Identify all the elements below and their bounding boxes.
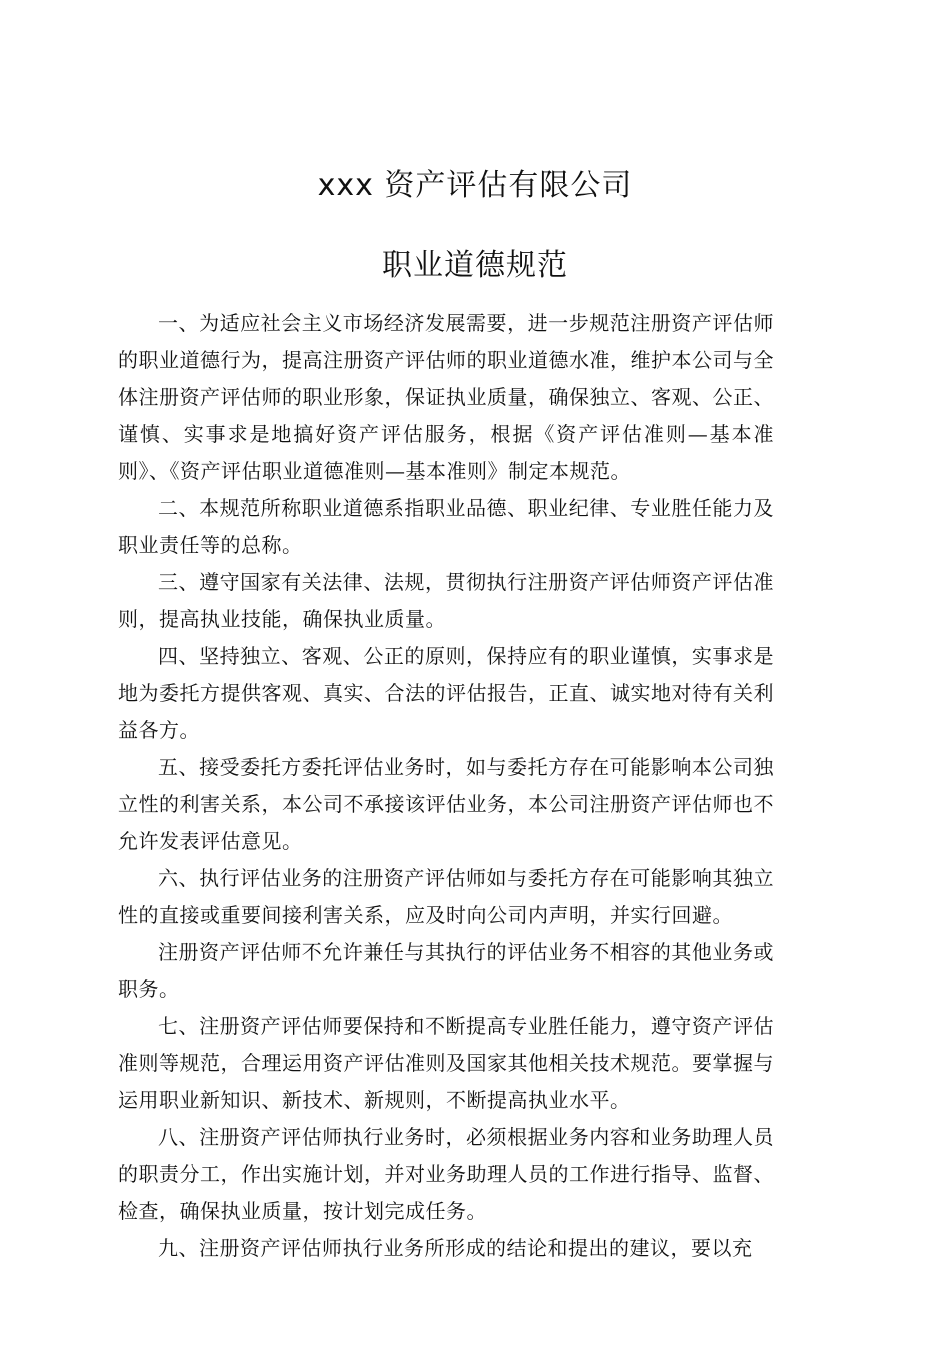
paragraph-10: 九、注册资产评估师执行业务所形成的结论和提出的建议，要以充 <box>158 1236 753 1260</box>
paragraph-2: 二、本规范所称职业道德系指职业品德、职业纪律、专业胜任能力及职业责任等的总称。 <box>118 496 774 557</box>
paragraph-7: 注册资产评估师不允许兼任与其执行的评估业务不相容的其他业务或职务。 <box>118 940 774 1001</box>
document-body <box>118 305 774 1267</box>
paragraph-3: 三、遵守国家有关法律、法规，贯彻执行注册资产评估师资产评估准则，提高执业技能，确保执业质量。 <box>118 570 774 631</box>
document-title: xxx 资产评估有限公司 <box>317 168 633 203</box>
paragraph-5: 五、接受委托方委托评估业务时，如与委托方存在可能影响本公司独立性的利害关系，本公司不承接该评估业务，本公司注册资产评估师也不允许发表评估意见。 <box>118 755 774 853</box>
paragraph-4: 四、坚持独立、客观、公正的原则，保持应有的职业谨慎，实事求是地为委托方提供客观、真实、合法的评估报告，正直、诚实地对待有关利益各方。 <box>118 644 774 742</box>
paragraph-8: 七、注册资产评估师要保持和不断提高专业胜任能力，遵守资产评估准则等规范，合理运用资产评估准则及国家其他相关技术规范。要掌握与运用职业新知识、新技术、新规则，不断提高执业水平。 <box>118 1014 774 1112</box>
document-subtitle: 职业道德规范 <box>382 248 568 283</box>
paragraph-1: 一、为适应社会主义市场经济发展需要，进一步规范注册资产评估师的职业道德行为，提高注册资产评估师的职业道德水准，维护本公司与全体注册资产评估师的职业形象，保证执业质量，确保独立、客观、公正、谨慎、实事求是地搞好资产评估服务，根据《资产评估准则—基本准则》、《资产评估职业道德准则—基本准则》制定本规范。 <box>118 311 774 483</box>
paragraph-6: 六、执行评估业务的注册资产评估师如与委托方存在可能影响其独立性的直接或重要间接利害关系，应及时向公司内声明，并实行回避。 <box>118 866 774 927</box>
paragraph-9: 八、注册资产评估师执行业务时，必须根据业务内容和业务助理人员的职责分工，作出实施计划，并对业务助理人员的工作进行指导、监督、检查，确保执业质量，按计划完成任务。 <box>118 1125 774 1223</box>
